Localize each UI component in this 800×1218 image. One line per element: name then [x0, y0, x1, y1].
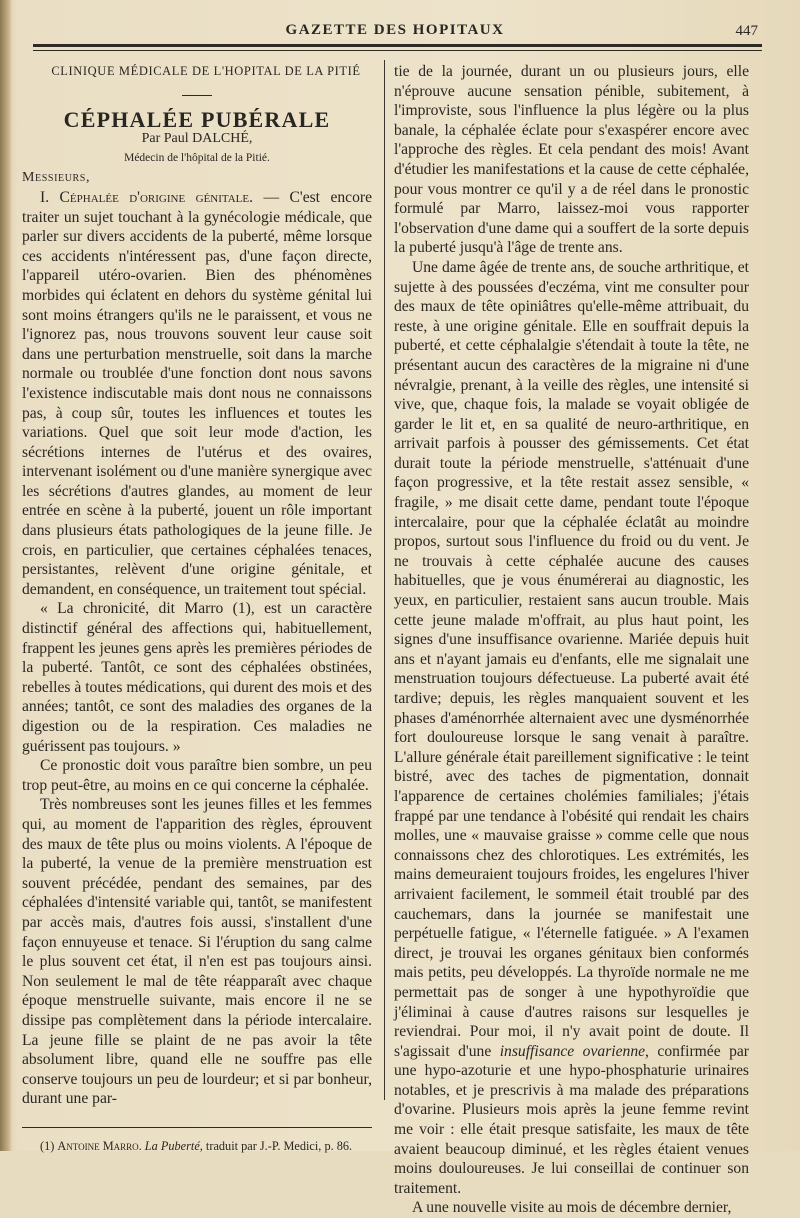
paragraph-text: Une dame âgée de trente ans, de souche arthritique, et sujette à des poussées d'eczéma, vint me consulter pour des maux de tête opiniâtres qu'elle-même attribuait, du reste, à une origine génitale. Elle en souffrait depuis la puberté, et cette céphalalgie s'étendait à toute la tête, ne présentant aucun des caractères de la migraine ni d'une névralgie, prenant, à la veille des règles, une intensité si vive, que, chaque fois, la malade se voyait obligée de garder le lit et, en sa qualité de neuro-arthritique, en arrivait parfois à pousser des gémissements. Cet état durait toute la période menstruelle, s'atténuait d'une façon progressive, et la tête restait assez sensible, « fragile, » me disait cette dame, pendant toute l'époque intercalaire, pour que la céphalée éclatât au moindre propos, surtout sous l'influence du froid ou du vent. Je ne trouvais à cette céphalée aucune des causes habituelles, que je vous énumérerai au diagnostic, les yeux, en particulier, restaient sans aucun trouble. Mais cette jeune malade m'offrait, au plus haut point, les signes d'une insuffisance ovarienne. Mariée depuis huit ans et n'ayant jamais eu d'enfants, elle me signalait une menstruation toujours défectueuse. La puberté avait été tardive; depuis, les règles manquaient souvent et les phases d'aménorrhée alternaient avec une dysménorrhée fort douloureuse lorsque le sang venait à paraître. L'allure générale était pareillement significative : le teint bistré, avec des taches de pigmentation, donnait l'apparence de certaines cholémies familiales; j'étais frappé par une tendance à l'obésité qui rendait les chairs molles, une « mauvaise graisse » comme celle que nous connaissons chez des chlorotiques. Les extrémités, les mains demeuraient toujours froides, les engelures l'hiver arrivaient facilement, le sommeil était troublé par des cauchemars, dans la journée se manifestait une perpétuelle fatigue, « l'éternelle fatiguée. » A l'examen direct, je trouvai les organes génitaux bien conformés mais petits, peu développés. La thyroïde normale ne me permettait pas de songer à une hypothyroïdie que j'éliminai à cause d'autres raisons sur lesquelles je reviendrai. Pour moi, il n'y avait point de doute. Il s'agissait d'une	[394, 258, 749, 1060]
body-paragraph-5: tie de la journée, durant un ou plusieurs jours, elle n'éprouve aucune sensation pénible, subitement, à l'improviste, sous l'influence la plus légère ou la plus banale, la céphalée éclate pour s'exaspérer encore avec l'approche des règles. Et cela pendant des mois! Avant d'étudier les manifestations et la cause de cette céphalée, pour vous montrer ce qu'il y a de réel dans le pronostic formulé par Marro, laissez-moi vous rapporter l'observation d'une dame qui a souffert de la sorte depuis la puberté jusqu'à l'âge de trente ans.	[394, 63, 749, 257]
body-paragraph-7: A une nouvelle visite au mois de décembre dernier,	[412, 1199, 732, 1217]
footnote-marker: (1)	[40, 1138, 55, 1153]
header-rule-thin	[33, 50, 762, 51]
article-title: CÉPHALÉE PUBÉRALE	[63, 106, 331, 132]
body-paragraph-6	[394, 258, 749, 1199]
body-paragraph-4: Très nombreuses sont les jeunes filles et les femmes qui, au moment de l'apparition des règles, éprouvent des maux de tête plus ou moins violents. A l'époque de la puberté, la venue de la première menstruation est souvent précédée, pendant des semaines, par des céphalées d'intensité variable qui, tantôt, se manifestent par accès mais, d'autres fois aussi, s'installent d'une façon ennuyeuse et tenace. Si l'éruption du sang calme le plus souvent cet état, il n'en est pas toujours ainsi. Non seulement le mal de tête réapparaît avec chaque époque menstruelle suivante, mais encore il ne se dissipe pas complètement dans la période intercalaire. La jeune fille se plaint de ne pas avoir la tête absolument libre, quand elle ne souffre pas elle conserve toujours un peu de lourdeur; et si par bonheur, durant une par-	[22, 796, 372, 1108]
page-number: 447	[735, 23, 758, 39]
page-binding-shadow	[0, 0, 12, 1151]
byline: Par Paul DALCHÉ,	[141, 131, 253, 147]
footnote-rest: traduit par J.-P. Medici, p. 86.	[202, 1138, 353, 1153]
section-heading: I. Céphalée d'origine génitale.	[40, 188, 254, 206]
footnote-work: La Puberté,	[144, 1138, 203, 1153]
journal-title: GAZETTE DES HOPITAUX	[285, 22, 505, 38]
paragraph-text: — C'est encore traiter un sujet touchant à la gynécologie médicale, que parler sur divers accidents de la puberté, même lorsque ces accidents n'intéressent pas, d'une façon directe, l'appareil utéro-ovarien. Bien des phénomènes morbides qui éclatent en dehors du système génital lui sont moins étrangers qu'ils ne le paraissent, et vous ne l'ignorez pas, nous trouvons souvent leur cause soit dans une perturbation menstruelle, soit dans la marche normale ou troublée d'une fonction dont nous savons l'existence indiscutable mais dont nous ne connaissons pas, à coup sûr, toutes les influences et toutes les variations. Quel que soit leur mode d'action, les sécrétions internes de l'utérus et des ovaires, intervenant isolément ou d'une manière synergique avec les sécrétions d'autres glandes, au moment de leur entrée en scène à la puberté, jouent un rôle important dans plusieurs états pathologiques de la jeune fille. Je crois, en particulier, que certaines céphalées tenaces, persistantes, relèvent d'une origine génitale, et demandent, en conséquence, un traitement tout spécial.	[22, 188, 372, 598]
title-rule	[182, 95, 212, 96]
emphasis-term: insuffisance ovarienne	[499, 1042, 646, 1060]
left-column	[22, 62, 372, 1154]
footnote	[22, 1138, 372, 1154]
right-column	[394, 62, 749, 1218]
author-affiliation: Médecin de l'hôpital de la Pitié.	[124, 151, 270, 164]
salutation: Messieurs,	[22, 170, 91, 186]
header-rule-thick	[33, 44, 762, 47]
footnote-rule	[22, 1127, 372, 1128]
body-paragraph-1	[22, 188, 372, 599]
body-paragraph-3: Ce pronostic doit vous paraître bien sombre, un peu trop peut-être, au moins en ce qui concerne la céphalée.	[22, 757, 372, 794]
section-header: CLINIQUE MÉDICALE DE L'HOPITAL DE LA PITIÉ	[51, 64, 361, 78]
body-paragraph-2: « La chronicité, dit Marro (1), est un caractère distinctif général des affections qui, habituellement, frappent les jeunes gens après les premières périodes de la puberté. Tantôt, ce sont des céphalées obstinées, rebelles à toutes médications, qui durent des mois et des années; tantôt, ce sont des maladies des organes de la digestion ou de la respiration. Ces maladies ne guérissent pas toujours. »	[22, 600, 372, 755]
column-divider	[384, 60, 385, 1100]
running-head	[30, 20, 760, 46]
paragraph-text-continued: , confirmée par une hypo-azoturie et une hypo-phosphaturie urinaires notables, et je prescrivis à ma malade des préparations d'ovarine. Plusieurs mois après la jeune femme revint me voir : elle était presque satisfaite, les maux de tête avaient beaucoup diminué, et les règles étaient venues moins douloureuses. Je lui conseillai de continuer son traitement.	[394, 1042, 750, 1197]
footnote-author: Antoine Marro.	[57, 1138, 142, 1153]
